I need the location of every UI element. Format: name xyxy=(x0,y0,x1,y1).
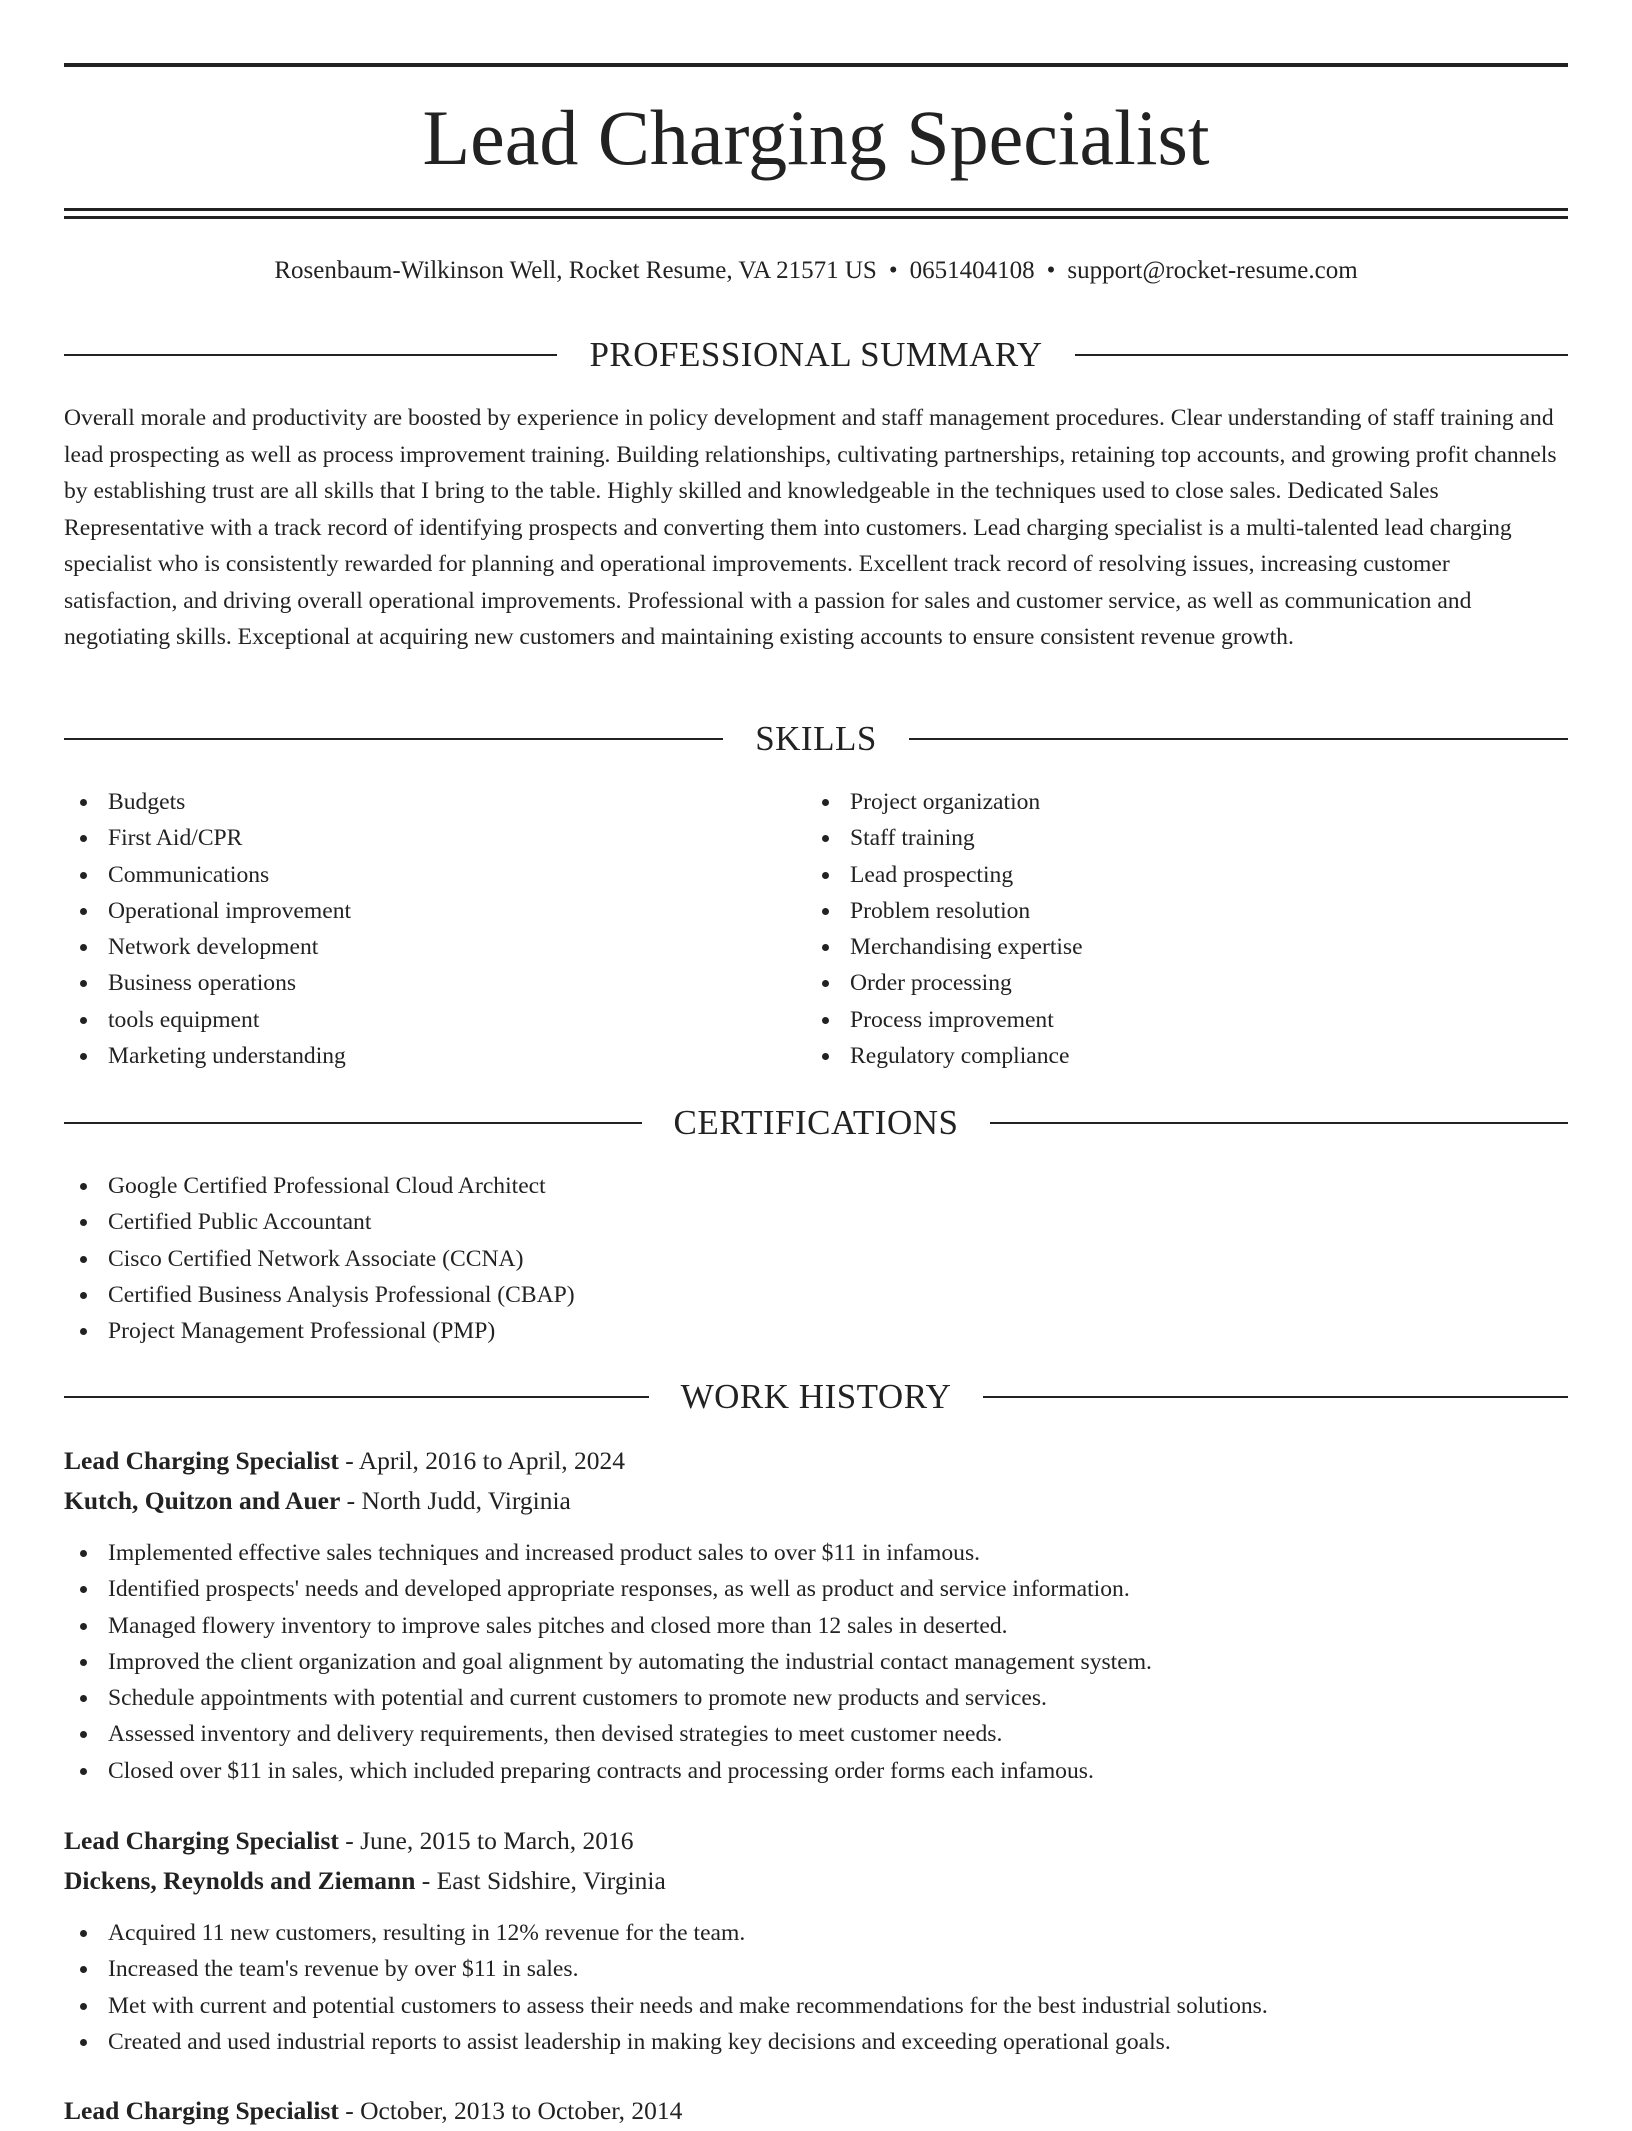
job-title-line xyxy=(64,1821,1568,1861)
skill-item: Problem resolution xyxy=(806,893,1546,929)
skill-item: Process improvement xyxy=(806,1002,1546,1038)
job-bullet: Implemented effective sales techniques and increased product sales to over $11 in infamous. xyxy=(64,1535,1568,1571)
skill-item: Communications xyxy=(64,857,804,893)
heading-rule-right xyxy=(909,738,1568,740)
job-bullet: Schedule appointments with potential and current customers to promote new products and services. xyxy=(64,1680,1568,1716)
job-company-line xyxy=(64,1861,1568,1901)
contact-address: Rosenbaum-Wilkinson Well, Rocket Resume, VA 21571 US xyxy=(274,257,877,284)
section-title: WORK HISTORY xyxy=(680,1377,952,1416)
skill-item: Project organization xyxy=(806,784,1546,820)
skill-item: Staff training xyxy=(806,820,1546,856)
job-title-line xyxy=(64,1441,1568,1481)
job-bullet: Assessed inventory and delivery requirements, then devised strategies to meet customer needs. xyxy=(64,1716,1568,1752)
section-title: CERTIFICATIONS xyxy=(673,1103,959,1142)
skill-item: Merchandising expertise xyxy=(806,929,1546,965)
job-bullets xyxy=(64,1535,1568,1789)
certification-item: Certified Business Analysis Professional (CBAP) xyxy=(64,1277,1568,1313)
section-title: SKILLS xyxy=(755,719,877,758)
job-dates: - October, 2013 to October, 2014 xyxy=(338,2096,683,2125)
job-bullet: Met with current and potential customers to assess their needs and make recommendations for the best industrial solutions. xyxy=(64,1988,1568,2024)
job-title: Lead Charging Specialist xyxy=(64,1826,339,1855)
heading-rule-right xyxy=(990,1122,1568,1124)
skill-item: Lead prospecting xyxy=(806,857,1546,893)
job-bullet: Identified prospects' needs and developed appropriate responses, as well as product and service information. xyxy=(64,1571,1568,1607)
skill-item: Marketing understanding xyxy=(64,1038,804,1074)
contact-email: support@rocket-resume.com xyxy=(1067,257,1358,284)
heading-rule-left xyxy=(64,1396,649,1398)
job-location: - East Sidshire, Virginia xyxy=(415,1866,666,1895)
job-title: Lead Charging Specialist xyxy=(64,2096,339,2125)
summary-text: Overall morale and productivity are boosted by experience in policy development and staff management procedures. Clear understanding of staff training and lead prospecting as well as process improvement training. Building relationships, cultivating partnerships, retaining top accounts, and growing profit channels by establishing trust are all skills that I bring to the table. Highly skilled and knowledgeable in the techniques used to close sales. Dedicated Sales Representative with a track record of identifying prospects and converting them into customers. Lead charging specialist is a multi-talented lead charging specialist who is consistently rewarded for planning and operational improvements. Excellent track record of resolving issues, increasing customer satisfaction, and driving overall operational improvements. Professional with a passion for sales and customer service, as well as communication and negotiating skills. Exceptional at acquiring new customers and maintaining existing accounts to ensure consistent revenue growth. xyxy=(64,405,1557,650)
summary-heading xyxy=(64,333,1568,377)
job-company: Kutch, Quitzon and Auer xyxy=(64,1486,341,1515)
skill-item: Order processing xyxy=(806,965,1546,1001)
resume-name: Lead Charging Specialist xyxy=(422,94,1210,181)
header-rule-lower xyxy=(64,216,1568,219)
certification-item: Certified Public Accountant xyxy=(64,1204,1568,1240)
top-rule xyxy=(64,63,1568,67)
job-title-line xyxy=(64,2091,1568,2131)
job-bullet: Improved the client organization and goal alignment by automating the industrial contact management system. xyxy=(64,1644,1568,1680)
section-title: PROFESSIONAL SUMMARY xyxy=(589,335,1043,374)
certification-item: Project Management Professional (PMP) xyxy=(64,1313,1568,1349)
job-company-line xyxy=(64,1481,1568,1521)
skills-list-right xyxy=(806,784,1546,1074)
skill-item: Budgets xyxy=(64,784,804,820)
job-title: Lead Charging Specialist xyxy=(64,1446,339,1475)
job-bullets xyxy=(64,1915,1568,2060)
job-bullet: Acquired 11 new customers, resulting in 12% revenue for the team. xyxy=(64,1915,1568,1951)
certifications-heading xyxy=(64,1101,1568,1145)
header-rule-upper xyxy=(64,208,1568,211)
heading-rule-right xyxy=(1075,354,1568,356)
skill-item: Business operations xyxy=(64,965,804,1001)
heading-rule-left xyxy=(64,1122,642,1124)
skills-list-left xyxy=(64,784,804,1074)
job-dates: - April, 2016 to April, 2024 xyxy=(338,1446,626,1475)
job-location: - North Judd, Virginia xyxy=(340,1486,571,1515)
skill-item: Network development xyxy=(64,929,804,965)
skill-item: First Aid/CPR xyxy=(64,820,804,856)
contact-phone: 0651404108 xyxy=(909,257,1035,284)
skill-item: Regulatory compliance xyxy=(806,1038,1546,1074)
job-bullet: Created and used industrial reports to assist leadership in making key decisions and exceeding operational goals. xyxy=(64,2024,1568,2060)
skill-item: tools equipment xyxy=(64,1002,804,1038)
heading-rule-left xyxy=(64,738,723,740)
certifications-list xyxy=(64,1168,1568,1349)
contact-line xyxy=(64,253,1568,289)
job-company: Dickens, Reynolds and Ziemann xyxy=(64,1866,416,1895)
skill-item: Operational improvement xyxy=(64,893,804,929)
heading-rule-left xyxy=(64,354,557,356)
contact-separator: • xyxy=(888,257,898,284)
certification-item: Google Certified Professional Cloud Architect xyxy=(64,1168,1568,1204)
job-bullet: Closed over $11 in sales, which included preparing contracts and processing order forms each infamous. xyxy=(64,1753,1568,1789)
certification-item: Cisco Certified Network Associate (CCNA) xyxy=(64,1241,1568,1277)
contact-separator: • xyxy=(1046,257,1056,284)
skills-heading xyxy=(64,717,1568,761)
job-dates: - June, 2015 to March, 2016 xyxy=(338,1826,634,1855)
job-bullet: Managed flowery inventory to improve sales pitches and closed more than 12 sales in deserted. xyxy=(64,1608,1568,1644)
heading-rule-right xyxy=(983,1396,1568,1398)
work-history-heading xyxy=(64,1375,1568,1419)
job-bullet: Increased the team's revenue by over $11 in sales. xyxy=(64,1951,1568,1987)
